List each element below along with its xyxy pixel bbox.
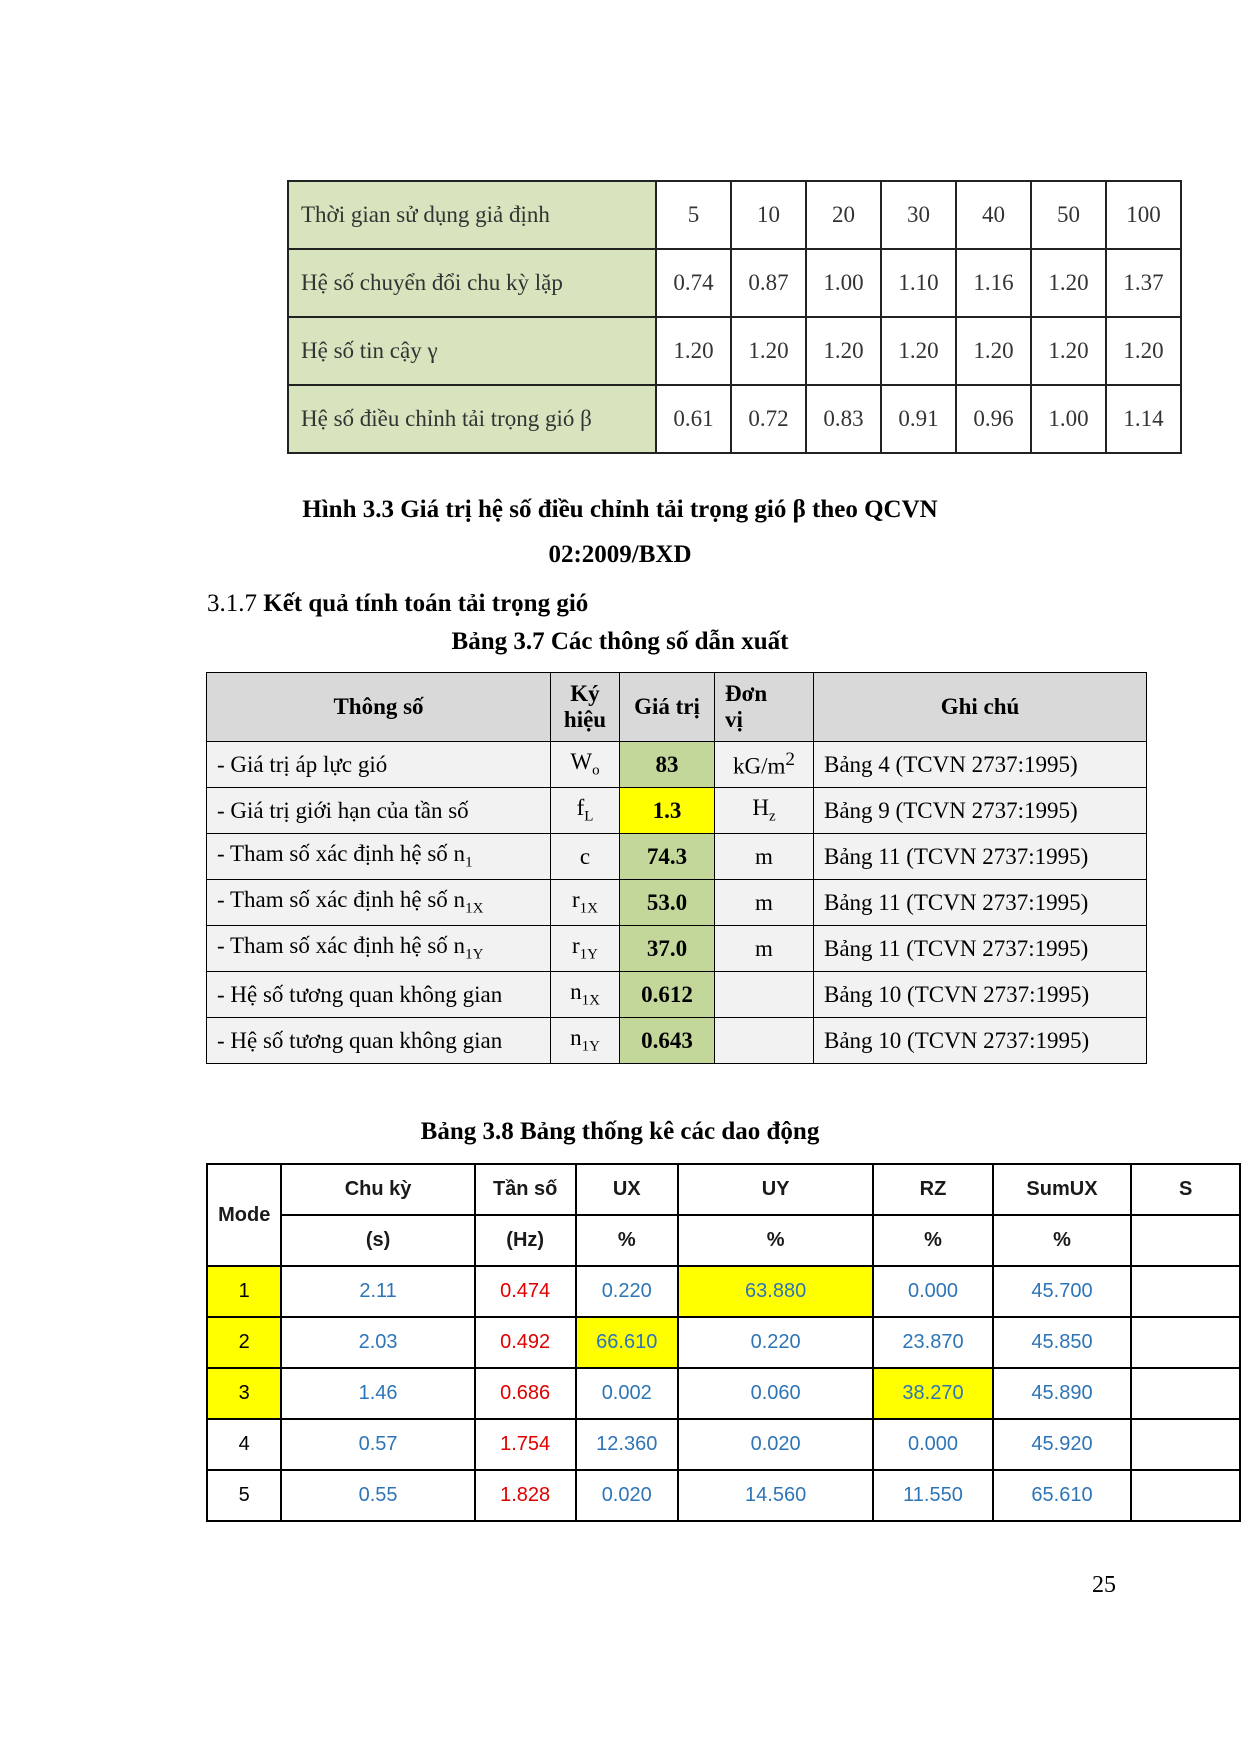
param-text: - Giá trị áp lực gió	[217, 751, 388, 777]
figure-cell: 1.00	[1031, 385, 1106, 453]
frequency-cell: 0.474	[475, 1266, 576, 1317]
table-3-7-row	[207, 1018, 1147, 1064]
table-3-8-head	[207, 1164, 1240, 1266]
symbol-text: f	[576, 795, 585, 821]
header-symbol-line1: Ký	[570, 681, 600, 706]
figure-cell: 1.00	[806, 249, 881, 317]
value-cell: 1.3	[620, 788, 715, 834]
table-3-8-body	[207, 1266, 1240, 1521]
figure-row-label: Hệ số chuyển đổi chu kỳ lặp	[288, 249, 656, 317]
note-cell: Bảng 10 (TCVN 2737:1995)	[814, 972, 1147, 1018]
note-cell: Bảng 11 (TCVN 2737:1995)	[814, 880, 1147, 926]
note-cell: Bảng 9 (TCVN 2737:1995)	[814, 788, 1147, 834]
symbol-text: r	[571, 887, 580, 913]
symbol-cell	[551, 926, 620, 972]
cut-off-cell	[1131, 1470, 1240, 1521]
header-mode: Mode	[207, 1164, 281, 1266]
param-text: - Tham số xác định hệ số n	[217, 841, 466, 867]
sumux-cell: 65.610	[993, 1470, 1132, 1521]
table-3-7-caption: Bảng 3.7 Các thông số dẫn xuất	[451, 628, 789, 655]
table-3-8-row	[207, 1266, 1240, 1317]
param-cell	[207, 972, 551, 1018]
figure-cell: 0.83	[806, 385, 881, 453]
mode-cell: 4	[207, 1419, 281, 1470]
unit-text: kG/m	[733, 753, 786, 779]
value-cell: 0.643	[620, 1018, 715, 1064]
symbol-cell	[551, 880, 620, 926]
symbol-cell	[551, 742, 620, 788]
param-cell	[207, 742, 551, 788]
mode-cell: 3	[207, 1368, 281, 1419]
param-cell	[207, 1018, 551, 1064]
header-unit	[1131, 1215, 1240, 1266]
sumux-cell: 45.850	[993, 1317, 1132, 1368]
unit-subscript: z	[768, 808, 776, 825]
note-cell: Bảng 11 (TCVN 2737:1995)	[814, 926, 1147, 972]
param-cell	[207, 880, 551, 926]
uy-cell: 14.560	[678, 1470, 874, 1521]
rz-cell: 11.550	[873, 1470, 992, 1521]
table-3-8-row	[207, 1470, 1240, 1521]
param-cell	[207, 926, 551, 972]
figure-cell: 1.20	[1031, 317, 1106, 385]
param-cell	[207, 834, 551, 880]
header-symbol-line2: hiệu	[563, 707, 607, 732]
period-cell: 2.11	[281, 1266, 474, 1317]
symbol-cell	[551, 788, 620, 834]
figure-cell: 1.37	[1106, 249, 1181, 317]
figure-cell: 0.87	[731, 249, 806, 317]
ux-cell: 0.220	[576, 1266, 678, 1317]
symbol-text: n	[570, 1025, 582, 1051]
section-number: 3.1.7	[207, 590, 264, 617]
param-subscript: 1	[465, 854, 473, 871]
rz-cell: 38.270	[873, 1368, 992, 1419]
period-cell: 0.57	[281, 1419, 474, 1470]
header-unit-line1: Đơn	[725, 681, 768, 706]
note-cell: Bảng 4 (TCVN 2737:1995)	[814, 742, 1147, 788]
header-unit-line2: vị	[725, 707, 743, 732]
table-3-7-row	[207, 972, 1147, 1018]
unit-cell	[715, 880, 814, 926]
note-cell: Bảng 10 (TCVN 2737:1995)	[814, 1018, 1147, 1064]
table-3-8-wrapper	[206, 1163, 1241, 1522]
header-param: Thông số	[207, 673, 551, 742]
header-unit: %	[873, 1215, 992, 1266]
table-3-8-units-row	[207, 1215, 1240, 1266]
uy-cell: 63.880	[678, 1266, 874, 1317]
unit-cell	[715, 788, 814, 834]
figure-cell: 1.20	[731, 317, 806, 385]
period-cell: 1.46	[281, 1368, 474, 1419]
table-3-7-body	[207, 742, 1147, 1064]
param-text: - Giá trị giới hạn của tần số	[217, 797, 469, 823]
figure-cell: 1.20	[1031, 249, 1106, 317]
figure-cell: 1.10	[881, 249, 956, 317]
param-text: - Hệ số tương quan không gian	[217, 981, 503, 1007]
figure-row	[288, 317, 1181, 385]
symbol-cell	[551, 972, 620, 1018]
uy-cell: 0.220	[678, 1317, 874, 1368]
mode-cell: 5	[207, 1470, 281, 1521]
table-3-7-row	[207, 788, 1147, 834]
unit-cell	[715, 926, 814, 972]
symbol-text: r	[571, 933, 580, 959]
param-subscript: 1X	[465, 900, 484, 917]
value-cell: 83	[620, 742, 715, 788]
frequency-cell: 1.754	[475, 1419, 576, 1470]
unit-text: m	[755, 935, 773, 961]
cut-off-cell	[1131, 1419, 1240, 1470]
cut-off-cell	[1131, 1266, 1240, 1317]
symbol-subscript: L	[584, 808, 594, 825]
ux-cell: 0.002	[576, 1368, 678, 1419]
figure-cell: 40	[956, 181, 1031, 249]
header-unit: %	[576, 1215, 678, 1266]
table-3-8	[206, 1163, 1241, 1522]
header-col: SumUX	[993, 1164, 1132, 1215]
ux-cell: 12.360	[576, 1419, 678, 1470]
unit-cell	[715, 742, 814, 788]
header-unit: %	[993, 1215, 1132, 1266]
value-cell: 37.0	[620, 926, 715, 972]
note-cell: Bảng 11 (TCVN 2737:1995)	[814, 834, 1147, 880]
rz-cell: 23.870	[873, 1317, 992, 1368]
figure-row	[288, 181, 1181, 249]
figure-cell: 1.20	[806, 317, 881, 385]
param-text: - Tham số xác định hệ số n	[217, 887, 466, 913]
figure-row-label: Hệ số tin cậy γ	[288, 317, 656, 385]
cut-off-cell	[1131, 1368, 1240, 1419]
symbol-text: c	[579, 843, 591, 869]
unit-cell	[715, 1018, 814, 1064]
figure-caption-line2: 02:2009/BXD	[548, 541, 692, 568]
section-heading	[207, 590, 588, 618]
section-title: Kết quả tính toán tải trọng gió	[263, 590, 589, 617]
table-3-7-row	[207, 880, 1147, 926]
figure-cell: 5	[656, 181, 731, 249]
sumux-cell: 45.700	[993, 1266, 1132, 1317]
ux-cell: 66.610	[576, 1317, 678, 1368]
value-cell: 53.0	[620, 880, 715, 926]
symbol-cell	[551, 1018, 620, 1064]
table-3-7-row	[207, 742, 1147, 788]
rz-cell: 0.000	[873, 1419, 992, 1470]
frequency-cell: 1.828	[475, 1470, 576, 1521]
figure-cell: 1.14	[1106, 385, 1181, 453]
header-unit: %	[678, 1215, 874, 1266]
value-cell: 0.612	[620, 972, 715, 1018]
figure-cell: 1.20	[956, 317, 1031, 385]
uy-cell: 0.060	[678, 1368, 874, 1419]
value-cell: 74.3	[620, 834, 715, 880]
figure-row-label: Thời gian sử dụng giả định	[288, 181, 656, 249]
param-cell	[207, 788, 551, 834]
ux-cell: 0.020	[576, 1470, 678, 1521]
figure-cell: 20	[806, 181, 881, 249]
param-subscript: 1Y	[465, 946, 484, 963]
header-unit	[715, 673, 814, 742]
symbol-text: n	[570, 979, 582, 1005]
table-3-8-row	[207, 1419, 1240, 1470]
cut-off-cell	[1131, 1317, 1240, 1368]
header-note: Ghi chú	[814, 673, 1147, 742]
mode-cell: 2	[207, 1317, 281, 1368]
sumux-cell: 45.920	[993, 1419, 1132, 1470]
sumux-cell: 45.890	[993, 1368, 1132, 1419]
header-symbol	[551, 673, 620, 742]
figure-3-3-body	[288, 181, 1181, 453]
figure-cell: 0.96	[956, 385, 1031, 453]
figure-row	[288, 385, 1181, 453]
unit-superscript: 2	[785, 749, 795, 771]
table-3-8-row	[207, 1317, 1240, 1368]
frequency-cell: 0.686	[475, 1368, 576, 1419]
figure-cell: 0.74	[656, 249, 731, 317]
table-3-7-header-row	[207, 673, 1147, 742]
header-col: UY	[678, 1164, 874, 1215]
figure-cell: 1.20	[881, 317, 956, 385]
header-unit: (Hz)	[475, 1215, 576, 1266]
param-text: - Hệ số tương quan không gian	[217, 1027, 503, 1053]
table-3-8-caption: Bảng 3.8 Bảng thống kê các dao động	[420, 1118, 820, 1145]
rz-cell: 0.000	[873, 1266, 992, 1317]
figure-cell: 0.61	[656, 385, 731, 453]
table-3-7-row	[207, 926, 1147, 972]
symbol-subscript: 1X	[579, 900, 598, 917]
figure-cell: 0.91	[881, 385, 956, 453]
unit-text: m	[755, 843, 773, 869]
figure-cell: 1.20	[656, 317, 731, 385]
figure-row-label: Hệ số điều chỉnh tải trọng gió β	[288, 385, 656, 453]
symbol-subscript: 1Y	[579, 946, 598, 963]
unit-cell	[715, 972, 814, 1018]
table-3-8-header-row	[207, 1164, 1240, 1215]
table-3-7-row	[207, 834, 1147, 880]
header-unit: (s)	[281, 1215, 474, 1266]
table-3-8-row	[207, 1368, 1240, 1419]
figure-cell: 0.72	[731, 385, 806, 453]
figure-cell: 30	[881, 181, 956, 249]
symbol-text: W	[570, 749, 593, 775]
period-cell: 0.55	[281, 1470, 474, 1521]
figure-cell: 1.16	[956, 249, 1031, 317]
symbol-subscript: 1Y	[581, 1038, 600, 1055]
uy-cell: 0.020	[678, 1419, 874, 1470]
header-col: Chu kỳ	[281, 1164, 474, 1215]
table-3-7	[206, 672, 1147, 1064]
figure-caption-line1: Hình 3.3 Giá trị hệ số điều chỉnh tải trọng gió β theo QCVN	[302, 496, 938, 523]
figure-cell: 10	[731, 181, 806, 249]
figure-cell: 50	[1031, 181, 1106, 249]
unit-cell	[715, 834, 814, 880]
figure-3-3-table	[287, 180, 1182, 454]
header-col: Tần số	[475, 1164, 576, 1215]
mode-cell: 1	[207, 1266, 281, 1317]
symbol-cell	[551, 834, 620, 880]
header-col: S	[1131, 1164, 1240, 1215]
frequency-cell: 0.492	[475, 1317, 576, 1368]
symbol-subscript: o	[592, 762, 600, 779]
param-text: - Tham số xác định hệ số n	[217, 933, 466, 959]
period-cell: 2.03	[281, 1317, 474, 1368]
figure-cell: 100	[1106, 181, 1181, 249]
page-number: 25	[1092, 1572, 1116, 1598]
figure-cell: 1.20	[1106, 317, 1181, 385]
unit-text: H	[752, 795, 769, 821]
unit-text: m	[755, 889, 773, 915]
header-col: UX	[576, 1164, 678, 1215]
header-col: RZ	[873, 1164, 992, 1215]
figure-row	[288, 249, 1181, 317]
symbol-subscript: 1X	[581, 992, 600, 1009]
header-value: Giá trị	[620, 673, 715, 742]
